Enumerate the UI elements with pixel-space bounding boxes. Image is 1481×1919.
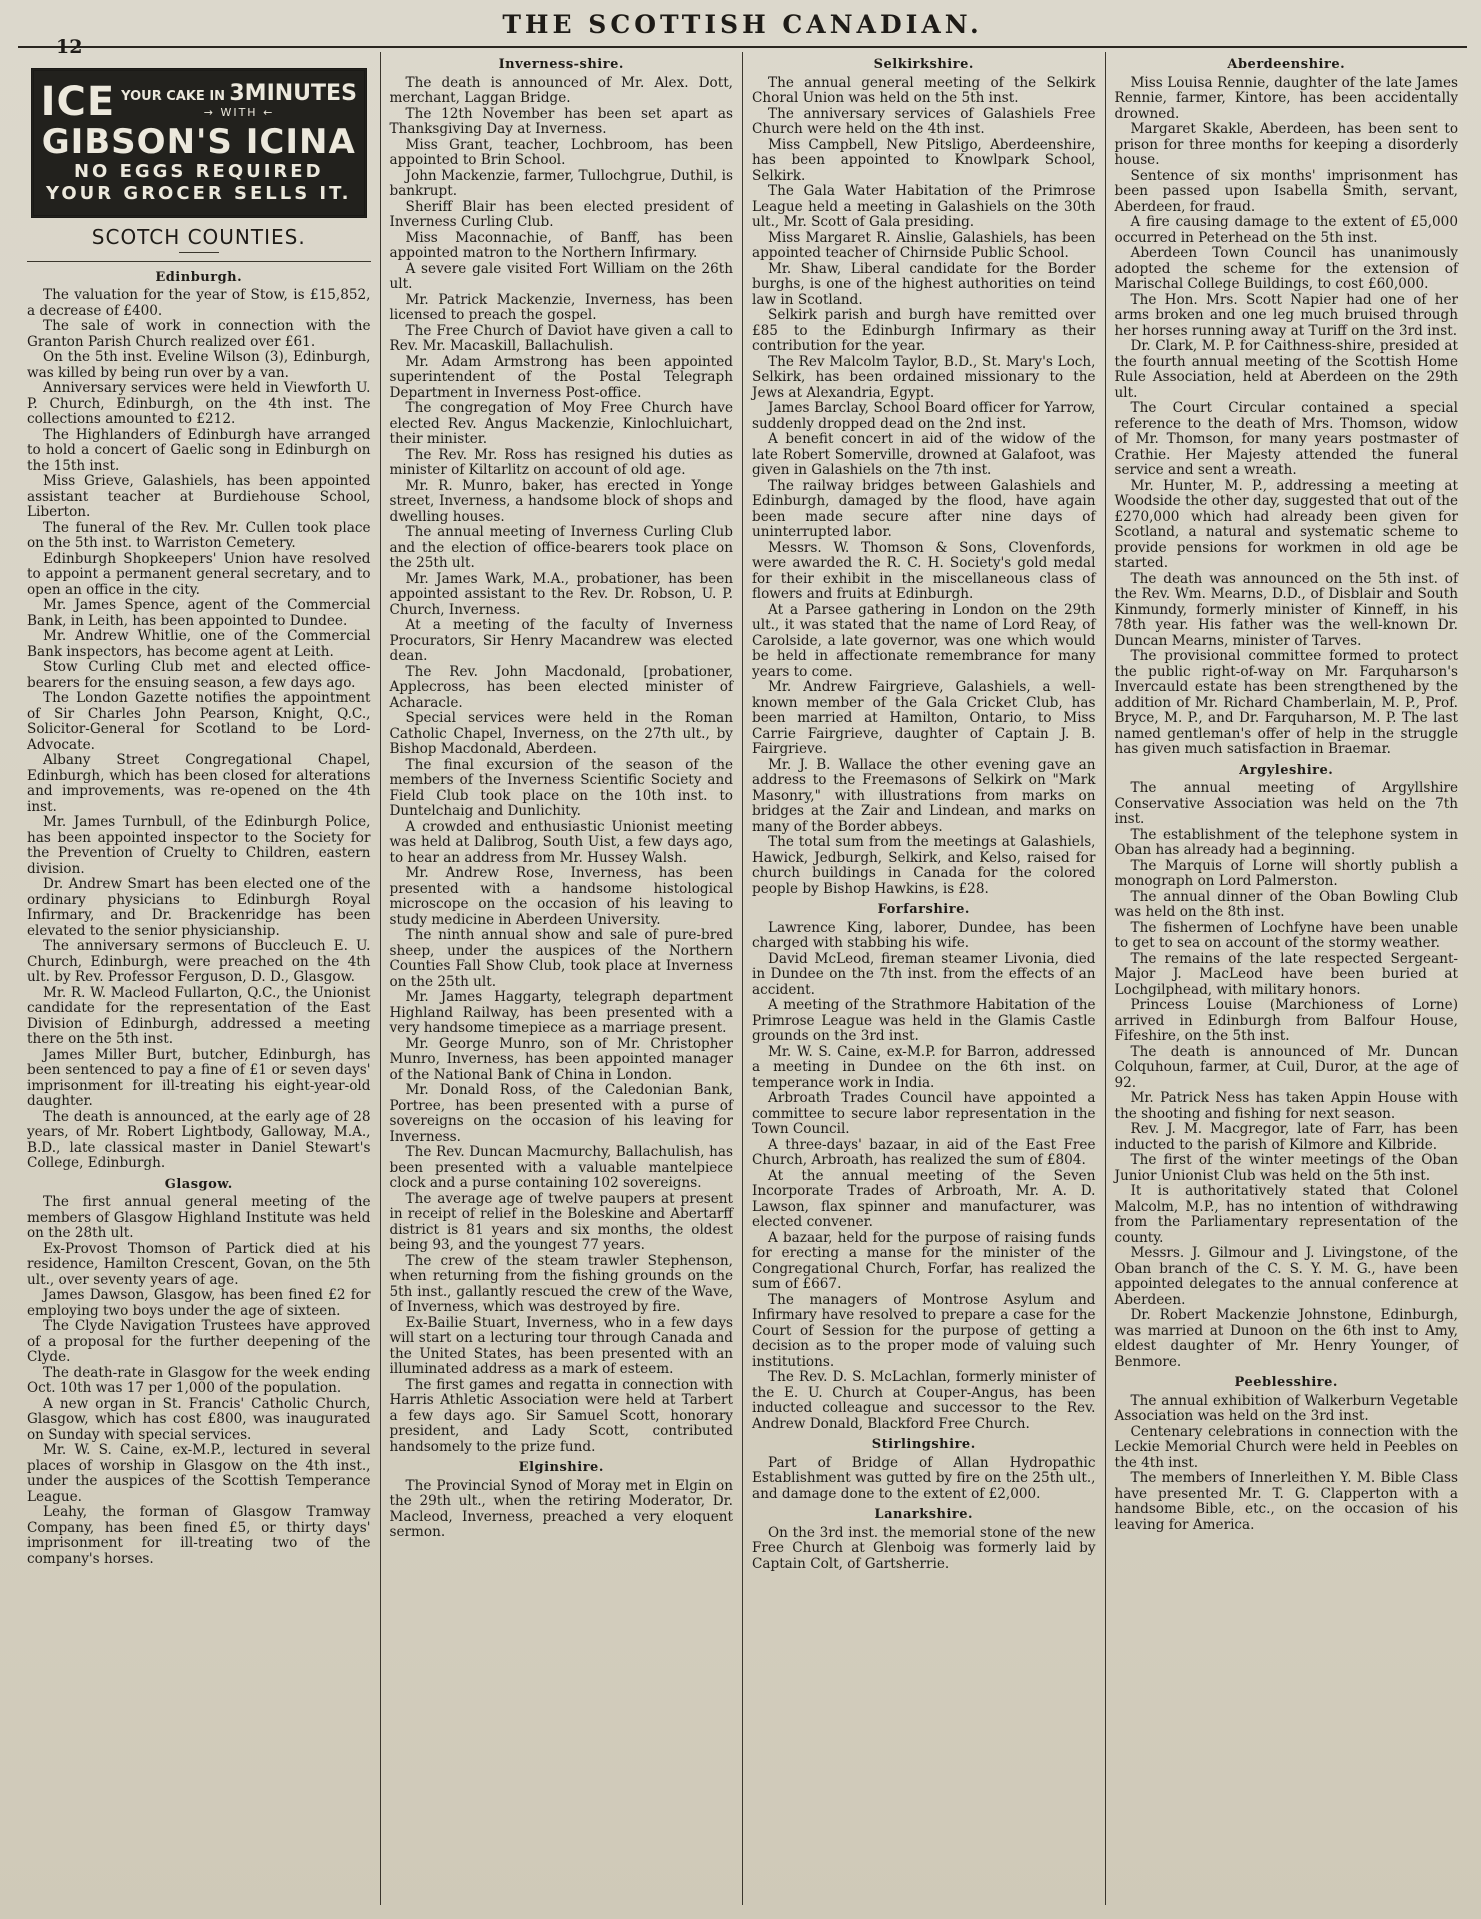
news-item: Rev. J. M. Macgregor, late of Farr, has been inducted to the parish of Kilmore and Kilbride.: [1114, 1121, 1458, 1153]
news-item: Miss Louisa Rennie, daughter of the late James Rennie, farmer, Kintore, has been accidentally drowned.: [1114, 74, 1458, 122]
news-item: On the 5th inst. Eveline Wilson (3), Edinburgh, was killed by being run over by a van.: [27, 349, 371, 381]
county-heading: Elginshire.: [518, 1460, 604, 1475]
county-heading: Stirlingshire.: [871, 1437, 976, 1452]
news-item: Princess Louise (Marchioness of Lorne) arrived in Edinburgh from Balfour House, Fifeshire, on the 5th inst.: [1114, 997, 1458, 1044]
news-item: The Clyde Navigation Trustees have approved of a proposal for the further deepening of the Clyde.: [27, 1318, 371, 1365]
news-item: The death-rate in Glasgow for the week ending Oct. 10th was 17 per 1,000 of the population.: [27, 1364, 371, 1396]
news-item: Mr. Andrew Whitlie, one of the Commercial Bank inspectors, has become agent at Leith.: [27, 628, 371, 660]
news-item: Sheriff Blair has been elected president of Inverness Curling Club.: [389, 198, 733, 230]
news-item: James Miller Burt, butcher, Edinburgh, has been sentenced to pay a fine of £1 or seven days' imprisonment for ill-treating his eight-year-old daughter.: [27, 1046, 371, 1109]
news-item: The anniversary sermons of Buccleuch E. U. Church, Edinburgh, were preached on the 4th ult. by Rev. Professor Ferguson, D. D., Glasgow.: [27, 938, 371, 985]
news-item: The establishment of the telephone system in Oban has already had a beginning.: [1114, 826, 1458, 858]
news-item: The Rev Malcolm Taylor, B.D., St. Mary's Loch, Selkirk, has been ordained missionary to the Jews at Alexandria, Egypt.: [752, 353, 1096, 401]
news-item: The Marquis of Lorne will shortly publish a monograph on Lord Palmerston.: [1114, 857, 1458, 889]
county-heading: Peeblesshire.: [1234, 1375, 1338, 1390]
advert-minutes: 3MINUTES: [229, 81, 357, 107]
news-item: The total sum from the meetings at Galashiels, Hawick, Jedburgh, Selkirk, and Kelso, raised for church buildings in Canada for the colored people by Bishop Hawkins, is £28.: [752, 834, 1096, 897]
news-item: Ex-Bailie Stuart, Inverness, who in a few days will start on a lecturing tour through Canada and the United States, has been presented with an illuminated address as a mark of esteem.: [389, 1314, 733, 1377]
news-item: The crew of the steam trawler Stephenson, when returning from the fishing grounds on the 5th inst., gallantly rescued the crew of the Wave, of Inverness, which was destroyed by fire.: [389, 1252, 733, 1315]
county-heading: Lanarkshire.: [874, 1507, 974, 1522]
column-1: [18, 52, 381, 1905]
news-item: Mr. Andrew Fairgrieve, Galashiels, a well-known member of the Gala Cricket Club, has been married at Hamilton, Ontario, to Miss Carrie Fairgrieve, daughter of Captain J. B. Fairgrieve.: [752, 679, 1096, 757]
advert-ice: ICE: [40, 79, 116, 125]
page-number: 12: [56, 36, 83, 58]
news-item: The death is announced, at the early age of 28 years, of Mr. Robert Lightbody, Galloway, M.A., B.D., late classical master in Daniel Stewart's College, Edinburgh.: [27, 1108, 371, 1171]
advert-headline: [40, 79, 358, 125]
news-item: Miss Maconnachie, of Banff, has been appointed matron to the Northern Infirmary.: [389, 229, 733, 261]
news-item: The railway bridges between Galashiels and Edinburgh, damaged by the flood, have again been made secure after nine days of uninterrupted labor.: [752, 477, 1096, 540]
county-heading: Aberdeenshire.: [1227, 57, 1346, 72]
news-item: Dr. Andrew Smart has been elected one of the ordinary physicians to Edinburgh Royal Infirmary, and Dr. Brackenridge has been elevated to the senior physicianship.: [27, 876, 371, 939]
news-item: Mr. Andrew Rose, Inverness, has been presented with a handsome histological microscope on the occasion of his leaving to study medicine in Aberdeen University.: [389, 865, 733, 928]
advert-no-eggs: NO EGGS REQUIRED: [73, 161, 324, 182]
column-4: [1106, 52, 1468, 1905]
news-item: The annual meeting of Inverness Curling Club and the election of office-bearers took place on the 25th ult.: [389, 524, 733, 571]
news-item: Mr. R. W. Macleod Fullarton, Q.C., the Unionist candidate for the representation of the East Division of Edinburgh, addressed a meeting there on the 5th inst.: [27, 984, 371, 1047]
news-item: The sale of work in connection with the Granton Parish Church realized over £61.: [27, 318, 371, 350]
county-heading: Glasgow.: [164, 1176, 233, 1192]
news-item: The first games and regatta in connection with Harris Athletic Association were held at Tarbert a few days ago. Sir Samuel Scott, honorary president, and Lady Scott, contributed handsomely to the prize fund.: [389, 1376, 733, 1455]
news-item: Mr. W. S. Caine, ex-M.P., lectured in several places of worship in Glasgow on the 4th inst., under the auspices of the Scottish Temperance League.: [27, 1442, 371, 1505]
news-item: Edinburgh Shopkeepers' Union have resolved to appoint a permanent general secretary, and to open an office in the city.: [27, 550, 371, 598]
news-item: The Rev. Duncan Macmurchy, Ballachulish, has been presented with a valuable mantelpiece clock and a purse containing 102 sovereigns.: [389, 1144, 733, 1191]
news-item: Lawrence King, laborer, Dundee, has been charged with stabbing his wife.: [752, 919, 1096, 951]
news-item: Albany Street Congregational Chapel, Edinburgh, which has been closed for alterations and improvements, was re-opened on the 4th inst.: [27, 752, 371, 815]
news-item: Mr. George Munro, son of Mr. Christopher Munro, Inverness, has been appointed manager of the National Bank of China in London.: [389, 1035, 733, 1083]
news-item: The members of Innerleithen Y. M. Bible Class have presented Mr. T. G. Clapperton with a handsome Bible, etc., on the occasion of his leaving for America.: [1114, 1470, 1458, 1533]
section-title: SCOTCH COUNTIES.: [27, 230, 371, 262]
news-item: At a meeting of the faculty of Inverness Procurators, Sir Henry Macandrew was elected dean.: [389, 617, 733, 664]
news-item: John Mackenzie, farmer, Tullochgrue, Duthil, is bankrupt.: [389, 167, 733, 199]
news-item: David McLeod, fireman steamer Livonia, died in Dundee on the 7th inst. from the effects of an accident.: [752, 950, 1096, 998]
news-item: Margaret Skakle, Aberdeen, has been sent to prison for three months for keeping a disorderly house.: [1114, 121, 1458, 168]
county-heading: Forfarshire.: [877, 902, 970, 917]
news-item: Mr. James Wark, M.A., probationer, has been appointed assistant to the Rev. Dr. Robson, U. P. Church, Inverness.: [389, 570, 733, 618]
news-item: Dr. Clark, M. P. for Caithness-shire, presided at the fourth annual meeting of the Scottish Home Rule Association, held at Aberdeen on the 29th ult.: [1114, 338, 1458, 401]
news-item: Miss Grieve, Galashiels, has been appointed assistant teacher at Burdiehouse School, Liberton.: [27, 473, 371, 520]
news-item: Mr. James Spence, agent of the Commercial Bank, in Leith, has been appointed to Dundee.: [27, 597, 371, 629]
news-item: James Dawson, Glasgow, has been fined £2 for employing two boys under the age of sixteen.: [27, 1287, 371, 1319]
news-item: It is authoritatively stated that Colonel Malcolm, M.P., has no intention of withdrawing from the Parliamentary representation of the county.: [1114, 1183, 1458, 1246]
news-item: The Gala Water Habitation of the Primrose League held a meeting in Galashiels on the 30th ult., Mr. Scott of Gala presiding.: [752, 183, 1096, 230]
news-item: The Court Circular contained a special reference to the death of Mrs. Thomson, widow of Mr. Thomson, for many years postmaster of Crathie. Her Majesty attended the funeral service and sent a wreath.: [1114, 400, 1458, 478]
news-item: The provisional committee formed to protect the public right-of-way on Mr. Farquharson's Invercauld estate has been strengthened by the addition of Mr. Richard Chamberlain, M. P., Prof. Bryce, M. P., and Dr. Farquharson, M. P. The last named gentleman's offer of help in the struggle has given much satisfaction in Braemar.: [1114, 648, 1458, 757]
news-item: The annual meeting of Argyllshire Conservative Association was held on the 7th inst.: [1114, 780, 1458, 827]
news-item: The valuation for the year of Stow, is £15,852, a decrease of £400.: [27, 287, 371, 319]
advert-brand: GIBSON'S ICINA: [41, 122, 356, 162]
news-item: At a Parsee gathering in London on the 29th ult., it was stated that the name of Lord Reay, of Carolside, a late governor, was one which would be held in affectionate remembrance for many years to come.: [752, 601, 1096, 680]
news-item: Leahy, the forman of Glasgow Tramway Company, has been fined £5, or thirty days' imprisonment for ill-treating two of the company's horses.: [27, 1504, 371, 1567]
advert-line1: YOUR CAKE IN: [121, 89, 226, 105]
news-item: Ex-Provost Thomson of Partick died at his residence, Hamilton Crescent, Govan, on the 5th ult., over seventy years of age.: [27, 1240, 371, 1288]
news-item: The 12th November has been set apart as Thanksgiving Day at Inverness.: [389, 105, 733, 137]
news-item: A crowded and enthusiastic Unionist meeting was held at Dalibrog, South Uist, a few days ago, to hear an address from Mr. Hussey Walsh.: [389, 818, 733, 866]
news-item: Messrs. J. Gilmour and J. Livingstone, of the Oban branch of the C. S. Y. M. G., have been appointed delegates to the annual conference at Aberdeen.: [1114, 1245, 1458, 1308]
news-item: The annual general meeting of the Selkirk Choral Union was held on the 5th inst.: [752, 74, 1096, 106]
news-item: A fire causing damage to the extent of £5,000 occurred in Peterhead on the 5th inst.: [1114, 214, 1458, 246]
county-heading: Inverness-shire.: [498, 57, 624, 72]
news-item: Dr. Robert Mackenzie Johnstone, Edinburgh, was married at Dunoon on the 6th inst to Amy, eldest daughter of Mr. Henry Younger, of Benmore.: [1114, 1307, 1458, 1370]
news-item: The death is announced of Mr. Duncan Colquhoun, farmer, at Cuil, Duror, at the age of 92.: [1114, 1043, 1458, 1091]
news-item: Sentence of six months' imprisonment has been passed upon Isabella Smith, servant, Aberdeen, for fraud.: [1114, 167, 1458, 215]
news-item: The ninth annual show and sale of pure-bred sheep, under the auspices of the Northern Counties Fall Show Club, took place at Inverness on the 25th ult.: [389, 927, 733, 990]
news-item: Mr. R. Munro, baker, has erected in Yonge street, Inverness, a handsome block of shops and dwelling houses.: [389, 477, 733, 525]
news-item: A new organ in St. Francis' Catholic Church, Glasgow, which has cost £800, was inaugurated on Sunday with special services.: [27, 1395, 371, 1443]
news-item: James Barclay, School Board officer for Yarrow, suddenly dropped dead on the 2nd inst.: [752, 400, 1096, 432]
masthead: [18, 10, 1467, 58]
news-item: Mr. W. S. Caine, ex-M.P. for Barron, addressed a meeting in Dundee on the 6th inst. on temperance work in India.: [752, 1043, 1096, 1091]
news-item: Mr. J. B. Wallace the other evening gave an address to the Freemasons of Selkirk on "Mark Masonry," with illustrations from marks on bridges at the Zair and Lindean, and marks on many of the Border abbeys.: [752, 756, 1096, 835]
news-item: Mr. Shaw, Liberal candidate for the Border burghs, is one of the highest authorities on teind law in Scotland.: [752, 260, 1096, 308]
news-item: The first annual general meeting of the members of Glasgow Highland Institute was held on the 28th ult.: [27, 1194, 371, 1241]
news-item: The first of the winter meetings of the Oban Junior Unionist Club was held on the 5th inst.: [1114, 1152, 1458, 1184]
news-item: Mr. Patrick Ness has taken Appin House with the shooting and fishing for next season.: [1114, 1090, 1458, 1122]
news-item: Arbroath Trades Council have appointed a committee to secure labor representation in the Town Council.: [752, 1090, 1096, 1137]
news-item: The Rev. Mr. Ross has resigned his duties as minister of Kiltarlitz on account of old age.: [389, 446, 733, 478]
article-columns: [18, 52, 1467, 1905]
column-3: [743, 52, 1106, 1905]
news-item: The final excursion of the season of the members of the Inverness Scientific Society and Field Club took place on the 10th inst. to Duntelchaig and Dunlichity.: [389, 756, 733, 819]
news-item: The Free Church of Daviot have given a call to Rev. Mr. Macaskill, Ballachulish.: [389, 322, 733, 354]
news-item: At the annual meeting of the Seven Incorporate Trades of Arbroath, Mr. A. D. Lawson, flax spinner and manufacturer, was elected convener.: [752, 1167, 1096, 1230]
news-item: The London Gazette notifies the appointment of Sir Charles John Pearson, Knight, Q.C., Solicitor-General for Scotland to be Lord-Advocate.: [27, 690, 371, 753]
news-item: A meeting of the Strathmore Habitation of the Primrose League was held in the Glamis Castle grounds on the 3rd inst.: [752, 997, 1096, 1044]
news-item: A severe gale visited Fort William on the 26th ult.: [389, 260, 733, 292]
news-item: Mr. James Haggarty, telegraph department Highland Railway, has been presented with a very handsome timepiece as a marriage present.: [389, 989, 733, 1036]
news-item: Mr. Patrick Mackenzie, Inverness, has been licensed to preach the gospel.: [389, 291, 733, 323]
news-item: The Provincial Synod of Moray met in Elgin on the 29th ult., when the retiring Moderator, Dr. Macleod, Inverness, preached a very eloquent sermon.: [389, 1477, 733, 1540]
news-item: The average age of twelve paupers at present in receipt of relief in the Boleskine and Abertarff district is 81 years and six months, the oldest being 93, and the youngest 77 years.: [389, 1190, 733, 1253]
county-heading: Argyleshire.: [1239, 762, 1334, 778]
news-item: Special services were held in the Roman Catholic Chapel, Inverness, on the 27th ult., by Bishop Macdonald, Aberdeen.: [389, 710, 733, 757]
newspaper-title: THE SCOTTISH CANADIAN.: [502, 10, 983, 39]
news-item: The death was announced on the 5th inst. of the Rev. Wm. Mearns, D.D., of Disblair and South Kinmundy, formerly minister of Kinneff, in his 78th year. His father was the well-known Dr. Duncan Mearns, minister of Tarves.: [1114, 570, 1458, 649]
news-item: Mr. Adam Armstrong has been appointed superintendent of the Postal Telegraph Department in Inverness Post-office.: [389, 353, 733, 401]
news-item: Anniversary services were held in Viewforth U. P. Church, Edinburgh, on the 4th inst. The collections amounted to £212.: [27, 380, 371, 427]
news-item: Mr. James Turnbull, of the Edinburgh Police, has been appointed inspector to the Society for the Prevention of Cruelty to Children, eastern division.: [27, 814, 371, 877]
news-item: The annual exhibition of Walkerburn Vegetable Association was held on the 3rd inst.: [1114, 1392, 1458, 1424]
news-item: The Rev. John Macdonald, [probationer, Applecross, has been elected minister of Acharacle.: [389, 663, 733, 711]
news-item: Part of Bridge of Allan Hydropathic Establishment was gutted by fire on the 25th ult., and damage done to the extent of £2,000.: [752, 1454, 1096, 1502]
news-item: The managers of Montrose Asylum and Infirmary have resolved to prepare a case for the Court of Session for the purpose of getting a decision as to the proper mode of valuing such institutions.: [752, 1291, 1096, 1370]
news-item: Miss Campbell, New Pitsligo, Aberdeenshire, has been appointed to Knowlpark School, Selkirk.: [752, 136, 1096, 184]
news-item: Miss Grant, teacher, Lochbroom, has been appointed to Brin School.: [389, 136, 733, 168]
news-item: Miss Margaret R. Ainslie, Galashiels, has been appointed teacher of Chirnside Public School.: [752, 229, 1096, 261]
news-item: Mr. Donald Ross, of the Caledonian Bank, Portree, has been presented with a purse of sovereigns on the occasion of his leaving for Inverness.: [389, 1082, 733, 1145]
news-item: The Hon. Mrs. Scott Napier had one of her arms broken and one leg much bruised through her horses running away at Turiff on the 3rd inst.: [1114, 291, 1458, 339]
county-heading: Selkirkshire.: [873, 57, 974, 72]
news-item: A benefit concert in aid of the widow of the late Robert Somerville, drowned at Galafoot, was given in Galashiels on the 7th inst.: [752, 431, 1096, 478]
news-item: The remains of the late respected Sergeant-Major J. MacLeod have been buried at Lochgilphead, with military honors.: [1114, 950, 1458, 998]
column-2: [381, 52, 744, 1905]
news-item: The Highlanders of Edinburgh have arranged to hold a concert of Gaelic song in Edinburgh on the 15th inst.: [27, 426, 371, 474]
news-item: The anniversary services of Galashiels Free Church were held on the 4th inst.: [752, 105, 1096, 137]
icina-advertisement: [31, 68, 367, 218]
news-item: Stow Curling Club met and elected office-bearers for the ensuing season, a few days ago.: [27, 659, 371, 691]
news-item: On the 3rd inst. the memorial stone of the new Free Church at Glenboig was formerly laid by Captain Colt, of Gartsherrie.: [752, 1524, 1096, 1572]
news-item: Aberdeen Town Council has unanimously adopted the scheme for the extension of Marischal College Buildings, to cost £60,000.: [1114, 245, 1458, 292]
news-item: Selkirk parish and burgh have remitted over £85 to the Edinburgh Infirmary as their contribution for the year.: [752, 307, 1096, 354]
news-item: The annual dinner of the Oban Bowling Club was held on the 8th inst.: [1114, 888, 1458, 920]
news-item: Centenary celebrations in connection with the Leckie Memorial Church were held in Peebles on the 4th inst.: [1114, 1423, 1458, 1471]
news-item: A bazaar, held for the purpose of raising funds for erecting a manse for the minister of the Congregational Church, Forfar, has realized the sum of £667.: [752, 1229, 1096, 1292]
news-item: The congregation of Moy Free Church have elected Rev. Angus Mackenzie, Kinlochluichart, their minister.: [389, 400, 733, 447]
advert-grocer: YOUR GROCER SELLS IT.: [45, 183, 352, 204]
news-item: The funeral of the Rev. Mr. Cullen took place on the 5th inst. to Warriston Cemetery.: [27, 519, 371, 551]
news-item: Mr. Hunter, M. P., addressing a meeting at Woodside the other day, suggested that out of the £270,000 which had already been given for Scotland, a natural and systematic scheme to provide pensions for workmen in old age be started.: [1114, 477, 1458, 571]
county-heading: Edinburgh.: [155, 269, 243, 285]
news-item: The fishermen of Lochfyne have been unable to get to sea on account of the stormy weather.: [1114, 919, 1458, 951]
news-item: A three-days' bazaar, in aid of the East Free Church, Arbroath, has realized the sum of £804.: [752, 1136, 1096, 1168]
news-item: The Rev. D. S. McLachlan, formerly minister of the E. U. Church at Couper-Angus, has been inducted colleague and successor to the Rev. Andrew Donald, Blackford Free Church.: [752, 1369, 1096, 1432]
news-item: The death is announced of Mr. Alex. Dott, merchant, Laggan Bridge.: [389, 74, 733, 106]
news-item: Messrs. W. Thomson & Sons, Clovenfords, were awarded the R. C. H. Society's gold medal for their exhibit in the miscellaneous class of flowers and fruits at Edinburgh.: [752, 539, 1096, 602]
advert-with: → WITH ←: [203, 106, 275, 120]
